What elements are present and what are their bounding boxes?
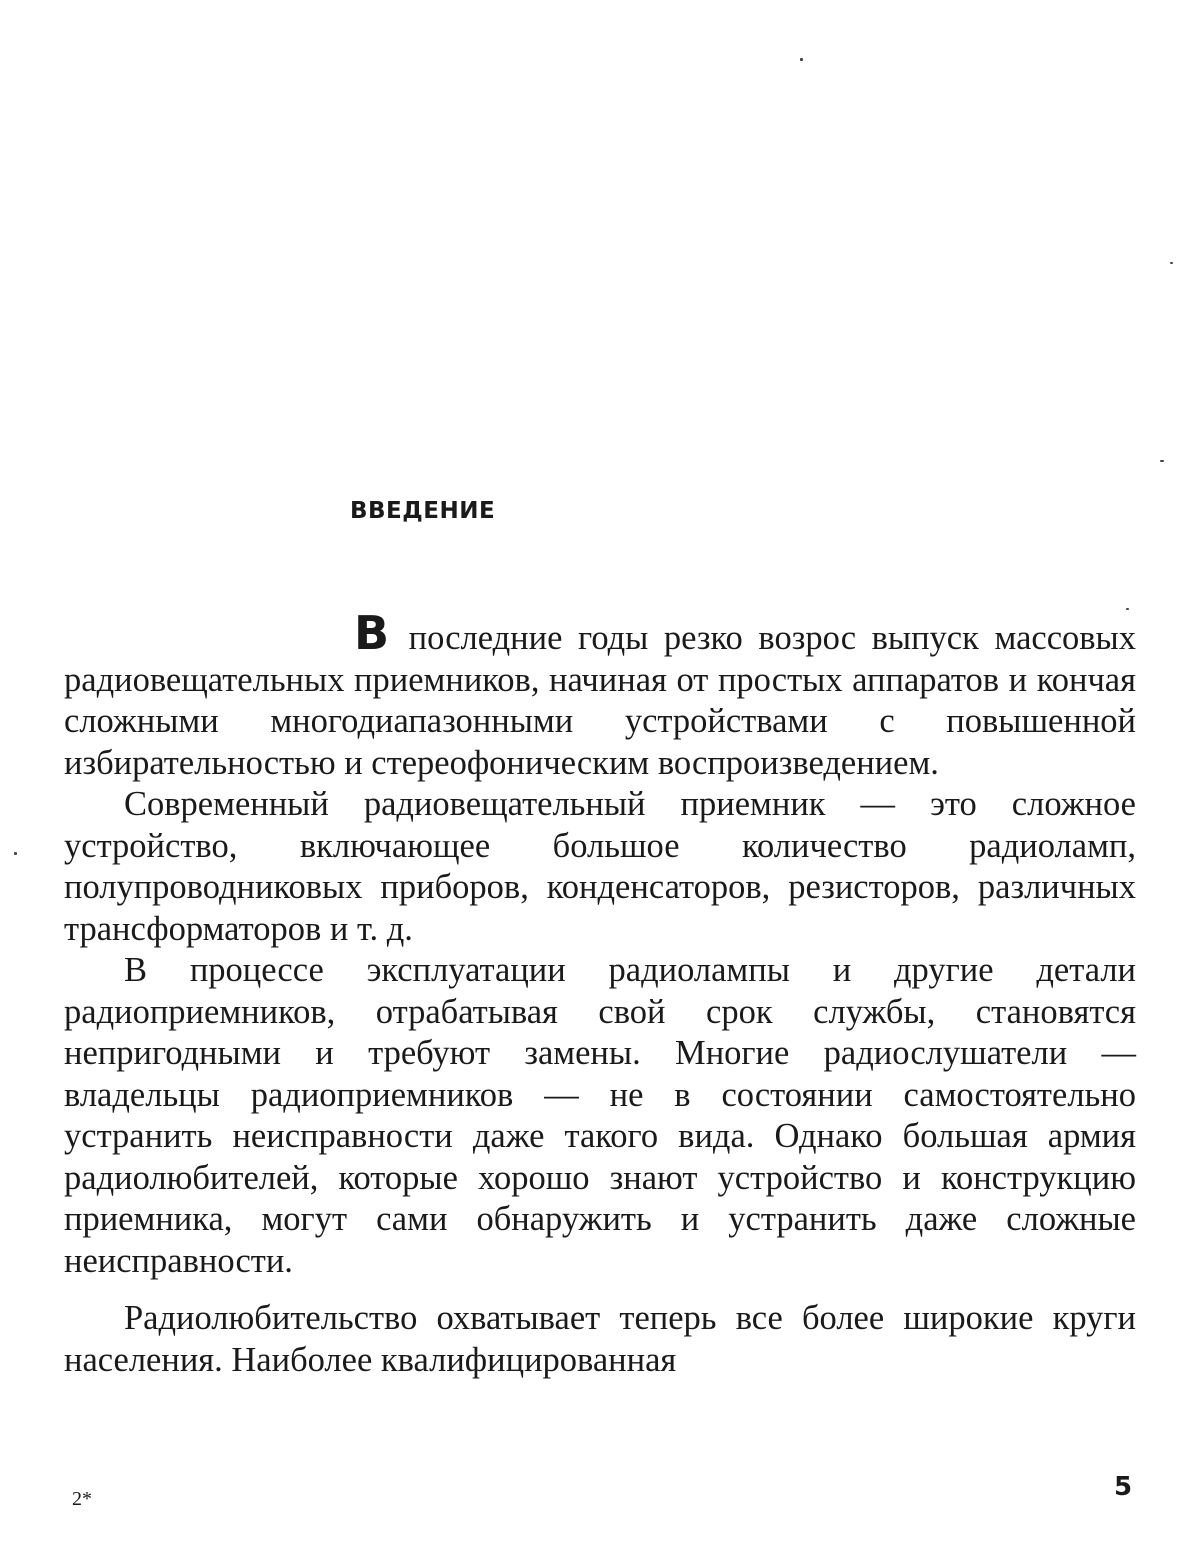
body-text xyxy=(64,606,1136,1381)
print-speck xyxy=(1170,262,1173,264)
print-speck xyxy=(14,852,17,855)
print-speck xyxy=(1160,460,1164,462)
chapter-heading: ВВЕДЕНИЕ xyxy=(350,498,496,524)
paragraph-1 xyxy=(64,606,1136,784)
paragraph-2: Современный радиовещательный приемник — это сложное устройство, включающее большое количество радиоламп, полупроводниковых приборов, конденсаторов, резисторов, различных трансформаторов и т. д. xyxy=(64,785,1136,948)
signature-mark: 2* xyxy=(72,1488,92,1510)
paragraph-1-text: последние годы резко возрос выпуск массовых радиовещательных приемников, начиная от простых аппаратов и кончая сложными многодиапазонными устройствами с повышенной избирательностью и стереофоническим воспроизведением. xyxy=(64,619,1136,782)
drop-cap: В xyxy=(354,606,390,660)
paragraph-4: Радиолюбительство охватывает теперь все более широкие круги населения. Наиболее квалифицированная xyxy=(64,1299,1136,1379)
page-number: 5 xyxy=(1114,1472,1133,1502)
paragraph-3: В процессе эксплуатации радиолампы и другие детали радиоприемников, отрабатывая свой срок службы, становятся непригодными и требуют замены. Многие радиослушатели — владельцы радиоприемников — не в состоянии самостоятельно устранить неисправности даже такого вида. Однако большая армия радиолюбителей, которые хорошо знают устройство и конструкцию приемника, могут сами обнаружить и устранить даже сложные неисправности. xyxy=(64,951,1136,1280)
print-speck xyxy=(800,58,803,61)
print-speck xyxy=(1126,608,1129,610)
